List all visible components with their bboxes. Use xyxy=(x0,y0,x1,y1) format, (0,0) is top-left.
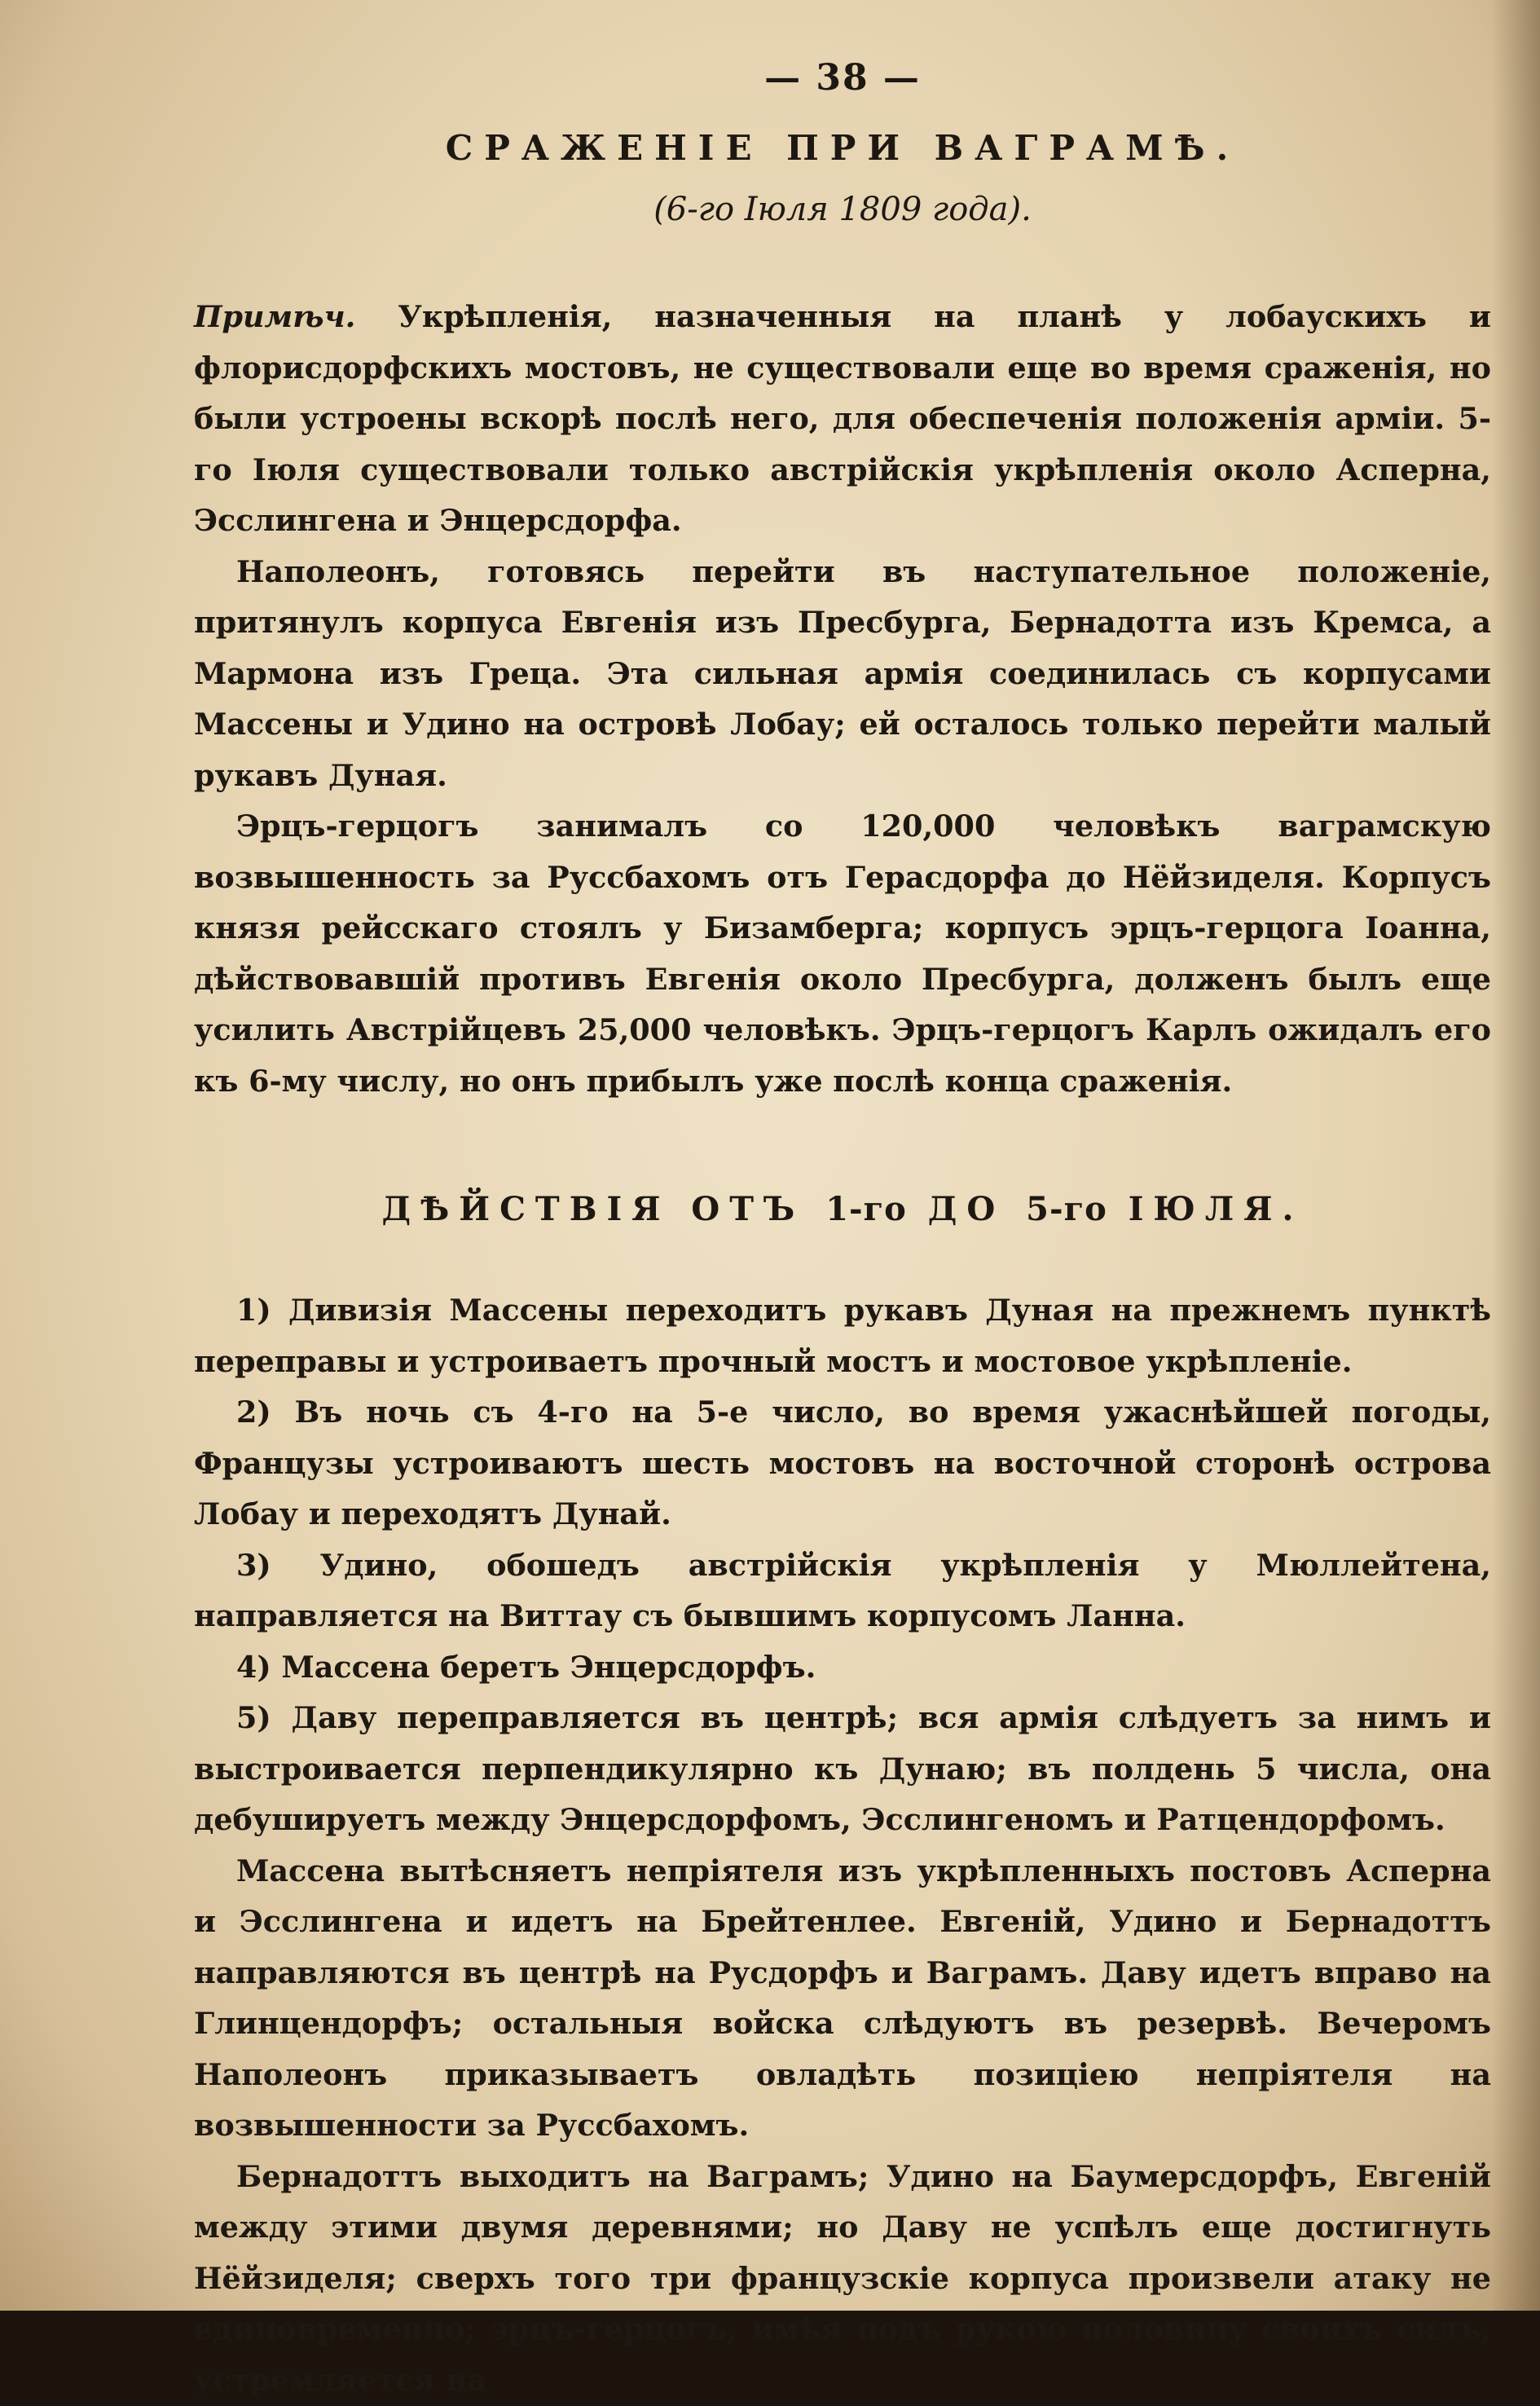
heading-end: ІЮЛЯ. xyxy=(1129,1190,1304,1228)
note-text: Укрѣпленія, назначенныя на планѣ у лобаускихъ и флорисдорфскихъ мостовъ, не существовали еще во время сраженія, но были устроены вскорѣ послѣ него, для обеспеченія положенія арміи. 5-го Іюля существовали только австрійскія укрѣпленія около Асперна, Эсслингена и Энцерсдорфа. xyxy=(194,299,1491,538)
page-number: — 38 — xyxy=(194,57,1491,99)
action-item: 2) Въ ночь съ 4-го на 5-е число, во время ужаснѣйшей погоды, Французы устроиваютъ шесть мостовъ на восточной сторонѣ острова Лобау и переходятъ Дунай. xyxy=(194,1387,1491,1540)
page-title: СРАЖЕНІЕ ПРИ ВАГРАМѢ. xyxy=(194,128,1491,168)
note-paragraph xyxy=(194,292,1491,547)
paragraph: Массена вытѣсняетъ непріятеля изъ укрѣпленныхъ постовъ Асперна и Эсслингена и идетъ на Брейтенлее. Евгеній, Удино и Бернадоттъ направляются въ центрѣ на Русдорфъ и Ваграмъ. Даву идетъ вправо на Глинцендорфъ; остальныя войска слѣдуютъ въ резервѣ. Вечеромъ Наполеонъ приказываетъ овладѣть позицiею непріятеля на возвышенности за Руссбахомъ. xyxy=(194,1846,1491,2152)
heading-from-date: 1-го xyxy=(825,1190,907,1228)
note-label: Примѣч. xyxy=(194,299,355,334)
section-spacer xyxy=(194,1107,1491,1190)
paragraph: Эрцъ-герцогъ занималъ со 120,000 человѣкъ ваграмскую возвышенность за Руссбахомъ отъ Герасдорфа до Нёйзиделя. Корпусъ князя рейсскаго стоялъ у Бизамберга; корпусъ эрцъ-герцога Іоанна, дѣйствовавшій противъ Евгенія около Пресбурга, долженъ былъ еще усилить Австрійцевъ 25,000 человѣкъ. Эрцъ-герцогъ Карлъ ожидалъ его къ 6-му числу, но онъ прибылъ уже послѣ конца сраженія. xyxy=(194,801,1491,1107)
heading-to-date: 5-го xyxy=(1026,1190,1107,1228)
battle-date: (6-го Іюля 1809 года). xyxy=(194,191,1491,228)
action-item: 4) Массена беретъ Энцерсдорфъ. xyxy=(194,1642,1491,1694)
heading-start: ДѢЙСТВІЯ ОТЪ xyxy=(382,1190,805,1228)
page-text xyxy=(194,57,1491,2406)
section-heading xyxy=(194,1190,1491,1228)
page-edge-shadow xyxy=(1491,0,1540,2311)
paragraph: Наполеонъ, готовясь перейти въ наступательное положеніе, притянулъ корпуса Евгенія изъ Пресбурга, Бернадотта изъ Кремса, а Мармона изъ Греца. Эта сильная армія соединилась съ корпусами Массены и Удино на островѣ Лобау; ей осталось только перейти малый рукавъ Дуная. xyxy=(194,547,1491,802)
action-item: 3) Удино, обошедъ австрійскія укрѣпленія у Мюллейтена, направляется на Виттау съ бывшимъ корпусомъ Ланна. xyxy=(194,1540,1491,1642)
action-item: 1) Дивизія Массены переходитъ рукавъ Дуная на прежнемъ пунктѣ переправы и устроиваетъ прочный мостъ и мостовое укрѣпленіе. xyxy=(194,1285,1491,1387)
heading-mid: ДО xyxy=(928,1190,1005,1228)
paragraph: Бернадоттъ выходитъ на Ваграмъ; Удино на Баумерсдорфъ, Евгеній между этими двумя деревнями; но Даву не успѣлъ еще достигнуть Нёйзиделя; сверхъ того три французскіе корпуса произвели атаку не единовременно; эрцъ-герцогъ, имѣя подъ рукою половину своихъ силъ, устремляется на xyxy=(194,2152,1491,2406)
action-item: 5) Даву переправляется въ центрѣ; вся армія слѣдуетъ за нимъ и выстроивается перпендикулярно къ Дунаю; въ полдень 5 числа, она дебушируетъ между Энцерсдорфомъ, Эсслингеномъ и Ратцендорфомъ. xyxy=(194,1693,1491,1846)
